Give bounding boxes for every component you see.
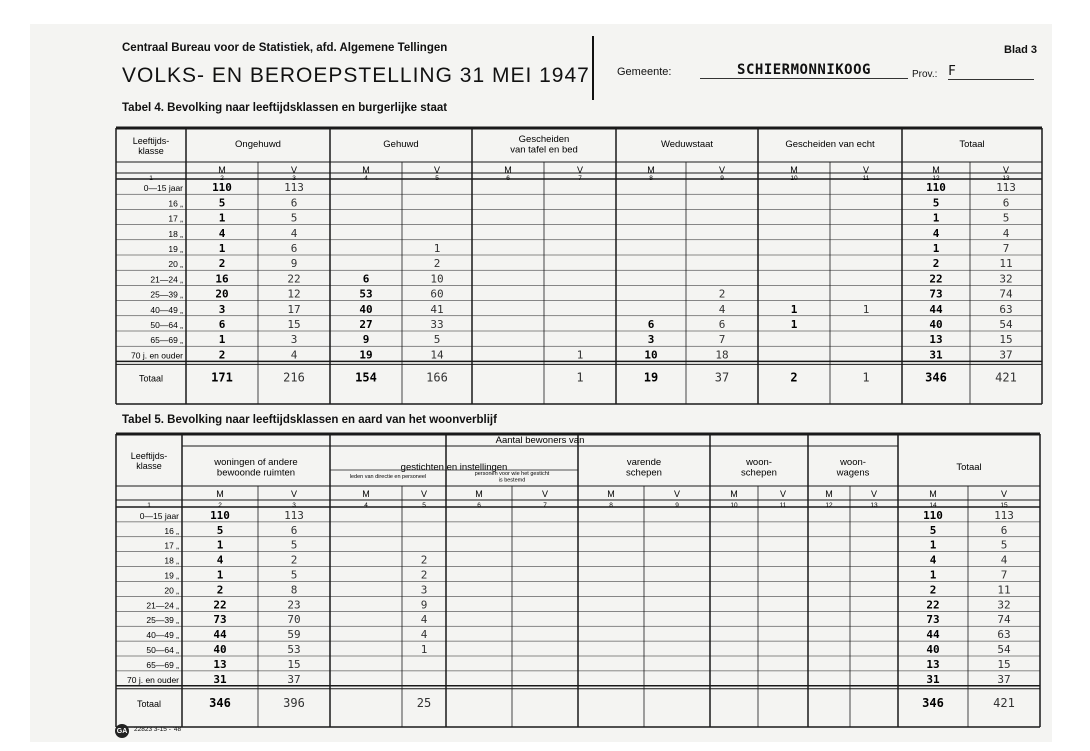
data-cell: 74 — [999, 287, 1013, 301]
sex-header: M — [647, 165, 655, 175]
data-cell: 3 — [420, 583, 428, 597]
data-cell: 2 — [718, 287, 726, 301]
data-cell: 110 — [212, 181, 232, 195]
data-cell: 2 — [433, 257, 441, 271]
group-header: bewoonde ruimten — [216, 467, 296, 479]
data-cell: 1 — [929, 568, 937, 582]
data-cell: 6 — [290, 196, 298, 210]
municipality-label: Gemeente: — [617, 66, 672, 78]
sex-header: M — [216, 489, 224, 499]
total-cell: 216 — [283, 370, 305, 385]
data-cell: 33 — [430, 318, 444, 331]
data-cell: 5 — [433, 333, 441, 347]
data-cell: 13 — [926, 657, 940, 671]
data-cell: 110 — [923, 508, 943, 522]
sex-header: V — [290, 165, 298, 175]
data-cell: 1 — [218, 333, 226, 347]
column-number: 5 — [435, 175, 439, 182]
column-number: 6 — [506, 175, 510, 182]
age-class-label: 20 „ — [168, 259, 183, 270]
total-cell: 396 — [283, 695, 305, 710]
age-class-header: klasse — [136, 461, 162, 471]
data-cell: 22 — [929, 272, 943, 286]
total-cell: 346 — [209, 695, 231, 710]
age-class-label: 17 „ — [168, 213, 183, 224]
group-header: schepen — [741, 467, 777, 479]
data-cell: 2 — [218, 257, 226, 271]
group-header: gestichten en instellingen — [400, 462, 508, 473]
data-cell: 5 — [929, 523, 937, 537]
data-cell: 11 — [997, 583, 1011, 597]
data-cell: 19 — [359, 348, 373, 362]
data-cell: 110 — [210, 508, 230, 522]
sex-header: V — [718, 165, 726, 175]
total-cell: 421 — [995, 370, 1017, 385]
data-cell: 113 — [284, 181, 304, 195]
group-header: schepen — [626, 467, 662, 479]
group-header: woon- — [840, 456, 866, 468]
age-class-label: 70 j. en ouder — [131, 350, 183, 361]
data-cell: 12 — [287, 287, 301, 301]
data-cell: 5 — [290, 211, 298, 225]
data-cell: 13 — [929, 333, 943, 347]
data-cell: 3 — [647, 333, 655, 347]
total-cell: 166 — [426, 370, 448, 385]
data-cell: 2 — [932, 257, 940, 271]
data-cell: 110 — [926, 181, 946, 195]
age-class-label: 65—69 „ — [146, 659, 179, 670]
age-class-label: 50—64 „ — [146, 645, 179, 655]
total-cell: 154 — [355, 370, 377, 385]
data-cell: 13 — [213, 657, 227, 671]
data-cell: 23 — [287, 598, 301, 612]
sex-header: V — [433, 165, 441, 175]
sex-header: V — [779, 489, 787, 499]
data-cell: 31 — [926, 672, 940, 686]
data-cell: 15 — [999, 333, 1013, 347]
total-cell: 1 — [576, 370, 584, 385]
total-cell: 346 — [922, 695, 944, 710]
group-header: woningen of andere — [214, 456, 298, 468]
data-cell: 113 — [284, 508, 304, 522]
data-cell: 74 — [997, 613, 1011, 627]
column-number: 1 — [149, 175, 153, 182]
data-cell: 27 — [359, 318, 373, 331]
column-number: 10 — [790, 175, 798, 182]
data-cell: 2 — [420, 568, 428, 582]
column-number: 4 — [364, 175, 368, 182]
data-cell: 5 — [1000, 538, 1008, 552]
page-number: Blad 3 — [1004, 44, 1038, 56]
data-cell: 54 — [999, 318, 1013, 331]
province-label: Prov.: — [912, 69, 938, 80]
total-label: Totaal — [136, 698, 162, 709]
data-cell: 44 — [213, 628, 227, 642]
total-cell: 421 — [993, 695, 1015, 710]
age-class-label: 65—69 „ — [150, 335, 183, 346]
age-class-label: 50—64 „ — [150, 320, 183, 330]
group-header: Totaal — [956, 462, 982, 473]
data-cell: 1 — [929, 538, 937, 552]
data-cell: 5 — [1002, 211, 1010, 225]
data-cell: 4 — [932, 226, 940, 240]
column-number: 12 — [825, 502, 833, 509]
age-class-label: 40—49 „ — [150, 304, 183, 315]
age-class-label: 16 „ — [164, 525, 179, 536]
sex-header: V — [862, 165, 870, 175]
data-cell: 1 — [932, 242, 940, 255]
data-cell: 53 — [287, 643, 301, 656]
age-class-label: 21—24 „ — [146, 600, 179, 611]
data-cell: 37 — [287, 672, 301, 686]
age-class-label: 20 „ — [164, 585, 179, 596]
province-value: F — [948, 64, 1034, 80]
data-cell: 4 — [290, 348, 298, 362]
data-cell: 31 — [929, 348, 943, 362]
age-class-label: 17 „ — [164, 540, 179, 551]
form-code: 22823 3-15 - '48 — [134, 726, 182, 733]
data-cell: 41 — [430, 302, 444, 316]
data-cell: 5 — [290, 568, 298, 582]
age-class-header: Leeftijds- — [132, 136, 170, 146]
data-cell: 15 — [287, 657, 301, 671]
sex-header: M — [929, 489, 937, 499]
age-class-label: 40—49 „ — [146, 630, 179, 641]
organization-name: Centraal Bureau voor de Statistiek, afd. Algemene Tellingen — [122, 42, 448, 54]
data-cell: 6 — [362, 272, 370, 286]
data-cell: 44 — [929, 302, 943, 316]
sex-header: V — [541, 489, 549, 499]
sex-header: M — [362, 165, 370, 175]
group-header: Gehuwd — [383, 139, 419, 150]
data-cell: 6 — [647, 318, 655, 331]
total-cell: 2 — [790, 370, 798, 385]
sex-header: M — [475, 489, 483, 499]
column-number: 13 — [1002, 175, 1010, 182]
data-cell: 1 — [862, 302, 870, 316]
total-cell: 19 — [643, 370, 659, 385]
data-cell: 4 — [218, 226, 226, 240]
data-cell: 22 — [287, 272, 301, 286]
data-cell: 1 — [216, 568, 224, 582]
column-number: 9 — [720, 175, 724, 182]
data-cell: 4 — [1002, 226, 1010, 240]
data-cell: 6 — [290, 242, 298, 255]
data-cell: 54 — [997, 643, 1011, 656]
gesticht-residents-header: personen voor wie het gesticht — [474, 470, 550, 477]
data-cell: 63 — [997, 628, 1011, 642]
sex-header: V — [290, 489, 298, 499]
data-cell: 63 — [999, 302, 1013, 316]
data-cell: 1 — [576, 348, 584, 362]
sex-header: V — [420, 489, 428, 499]
data-cell: 9 — [290, 257, 298, 271]
data-cell: 10 — [644, 348, 658, 362]
data-cell: 6 — [218, 318, 226, 331]
data-cell: 31 — [213, 672, 227, 686]
data-cell: 53 — [359, 287, 373, 301]
data-cell: 4 — [1000, 553, 1008, 567]
age-class-label: 19 „ — [164, 570, 179, 581]
municipality-value: SCHIERMONNIKOOG — [700, 62, 908, 79]
age-class-label: 18 „ — [164, 555, 179, 566]
data-cell: 32 — [997, 598, 1011, 612]
gesticht-staff-header: leden van directie en personeel — [349, 474, 427, 480]
column-number: 13 — [870, 502, 878, 509]
table4-title: Tabel 4. Bevolking naar leeftijdsklassen en burgerlijke staat — [122, 102, 448, 114]
total-cell: 37 — [714, 370, 730, 385]
data-cell: 2 — [290, 553, 298, 567]
data-cell: 4 — [420, 613, 428, 627]
data-cell: 1 — [790, 318, 798, 331]
data-cell: 5 — [216, 523, 224, 537]
age-class-label: 19 „ — [168, 244, 183, 254]
sex-header: V — [673, 489, 681, 499]
data-cell: 4 — [929, 553, 937, 567]
data-cell: 16 — [215, 272, 229, 286]
data-cell: 6 — [290, 523, 298, 537]
super-header: Aantal bewoners van — [495, 435, 585, 446]
data-cell: 15 — [287, 318, 301, 331]
data-cell: 4 — [216, 553, 224, 567]
total-label: Totaal — [138, 373, 164, 384]
data-cell: 4 — [420, 628, 428, 642]
column-number: 6 — [477, 502, 481, 509]
sex-header: V — [1000, 489, 1008, 499]
data-cell: 6 — [718, 318, 726, 331]
data-cell: 73 — [213, 613, 227, 627]
group-header: Ongehuwd — [235, 139, 281, 150]
column-number: 15 — [1000, 502, 1008, 509]
sex-header: M — [504, 165, 512, 175]
age-class-label: 18 „ — [168, 228, 183, 239]
column-number: 10 — [730, 502, 738, 509]
column-number: 8 — [649, 175, 653, 182]
data-cell: 70 — [287, 613, 301, 627]
group-header: van tafel en bed — [510, 144, 578, 156]
data-cell: 10 — [430, 272, 444, 286]
data-cell: 20 — [215, 287, 229, 301]
data-cell: 2 — [216, 583, 224, 597]
data-cell: 44 — [926, 628, 940, 642]
gesticht-residents-header: is bestemd — [498, 477, 526, 484]
sex-header: M — [362, 489, 370, 499]
data-cell: 1 — [218, 242, 226, 255]
data-cell: 3 — [290, 333, 298, 347]
total-cell: 1 — [862, 370, 870, 385]
sex-header: M — [607, 489, 615, 499]
data-cell: 18 — [715, 348, 729, 362]
group-header: Gescheiden — [518, 133, 570, 145]
data-cell: 1 — [420, 643, 428, 656]
form-title: VOLKS- EN BEROEPSTELLING 31 MEI 1947 — [122, 64, 590, 87]
age-class-label: 21—24 „ — [150, 274, 183, 285]
data-cell: 60 — [430, 287, 444, 301]
column-number: 5 — [422, 502, 426, 509]
printer-logo: GA — [115, 724, 129, 738]
column-number: 3 — [292, 175, 296, 182]
total-cell: 171 — [211, 370, 233, 385]
data-cell: 7 — [1002, 242, 1010, 255]
data-cell: 3 — [218, 302, 226, 316]
data-cell: 5 — [290, 538, 298, 552]
data-cell: 2 — [420, 553, 428, 567]
data-cell: 59 — [287, 628, 301, 642]
column-number: 2 — [220, 175, 224, 182]
data-cell: 1 — [433, 242, 441, 255]
age-class-label: 0—15 jaar — [143, 183, 183, 194]
sex-header: M — [730, 489, 738, 499]
data-cell: 7 — [718, 333, 726, 347]
data-cell: 9 — [420, 598, 428, 612]
total-cell: 25 — [416, 695, 432, 710]
data-cell: 73 — [926, 613, 940, 627]
column-number: 7 — [543, 502, 547, 509]
data-cell: 40 — [213, 643, 227, 656]
data-cell: 2 — [218, 348, 226, 362]
age-class-label: 25—39 „ — [150, 289, 183, 300]
column-number: 12 — [932, 175, 940, 182]
data-cell: 37 — [999, 348, 1013, 362]
group-header: Gescheiden van echt — [785, 139, 875, 150]
data-cell: 6 — [1000, 523, 1008, 537]
sex-header: M — [825, 489, 833, 499]
sex-header: V — [1002, 165, 1010, 175]
sex-header: M — [790, 165, 798, 175]
data-cell: 1 — [932, 211, 940, 225]
group-header: varende — [626, 456, 662, 468]
sex-header: M — [932, 165, 940, 175]
data-cell: 113 — [996, 181, 1016, 195]
column-number: 2 — [218, 502, 222, 509]
data-cell: 9 — [362, 333, 370, 347]
data-cell: 1 — [790, 302, 798, 316]
age-class-label: 0—15 jaar — [139, 510, 179, 521]
data-cell: 14 — [430, 348, 444, 362]
column-number: 11 — [779, 502, 787, 509]
data-cell: 5 — [932, 196, 940, 210]
column-number: 1 — [147, 502, 151, 509]
data-cell: 1 — [218, 211, 226, 225]
data-cell: 7 — [1000, 568, 1008, 582]
age-class-label: 16 „ — [168, 198, 183, 209]
data-cell: 15 — [997, 657, 1011, 671]
group-header: wagens — [836, 467, 870, 479]
column-number: 9 — [675, 502, 679, 509]
group-header: Weduwstaat — [660, 139, 714, 150]
data-cell: 1 — [216, 538, 224, 552]
sex-header: V — [576, 165, 584, 175]
group-header: Totaal — [959, 139, 985, 150]
age-class-header: Leeftijds- — [130, 451, 168, 461]
data-cell: 11 — [999, 257, 1013, 271]
data-cell: 2 — [929, 583, 937, 597]
data-cell: 4 — [290, 226, 298, 240]
data-cell: 32 — [999, 272, 1013, 286]
group-header: woon- — [746, 456, 772, 468]
table5-title: Tabel 5. Bevolking naar leeftijdsklassen en aard van het woonverblijf — [122, 414, 497, 426]
column-number: 14 — [929, 502, 937, 509]
data-cell: 40 — [929, 318, 943, 331]
sex-header: M — [218, 165, 226, 175]
data-cell: 8 — [290, 583, 298, 597]
data-cell: 6 — [1002, 196, 1010, 210]
data-cell: 22 — [213, 598, 227, 612]
age-class-label: 25—39 „ — [146, 615, 179, 626]
column-number: 8 — [609, 502, 613, 509]
age-class-label: 70 j. en ouder — [127, 674, 179, 685]
data-cell: 5 — [218, 196, 226, 210]
data-cell: 73 — [929, 287, 943, 301]
column-number: 4 — [364, 502, 368, 509]
total-cell: 346 — [925, 370, 947, 385]
age-class-header: klasse — [138, 146, 164, 156]
column-number: 3 — [292, 502, 296, 509]
data-cell: 113 — [994, 508, 1014, 522]
data-cell: 4 — [718, 302, 726, 316]
column-number: 7 — [578, 175, 582, 182]
data-cell: 17 — [287, 302, 301, 316]
column-number: 11 — [862, 175, 870, 182]
sex-header: V — [870, 489, 878, 499]
data-cell: 22 — [926, 598, 940, 612]
data-cell: 40 — [926, 643, 940, 656]
data-cell: 37 — [997, 672, 1011, 686]
data-cell: 40 — [359, 302, 373, 316]
